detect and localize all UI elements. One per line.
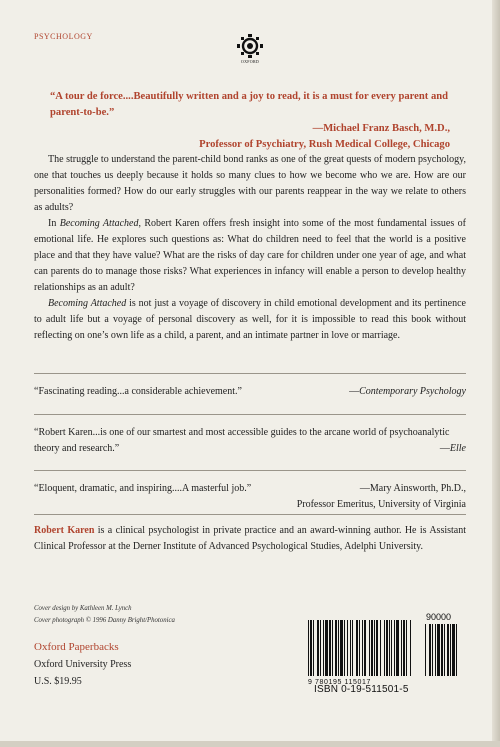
book-title-italic: Becoming Attached: [59, 218, 139, 229]
featured-quote-attribution: —Michael Franz Basch, M.D.,: [312, 123, 450, 134]
cover-photo-credit: Cover photograph © 1996 Danny Bright/Photonica: [34, 617, 175, 624]
isbn: ISBN 0-19-511501-5: [314, 684, 409, 695]
review-text: “Eloquent, dramatic, and inspiring....A masterful job.” —Mary Ainsworth, Ph.D.,: [34, 481, 466, 497]
page-edge: [492, 0, 500, 747]
publisher-name: Oxford University Press: [34, 659, 132, 670]
barcode-number: 9 780195 115017: [308, 679, 371, 686]
review-text: “Fascinating reading...a considerable achievement.”: [34, 386, 242, 397]
logo-text: OXFORD: [240, 59, 260, 64]
barcode-price-code: 90000: [426, 612, 452, 622]
divider: [34, 414, 466, 415]
featured-quote-title: Professor of Psychiatry, Rush Medical College, Chicago: [199, 139, 450, 150]
price: U.S. $19.95: [34, 676, 82, 687]
divider: [34, 373, 466, 374]
review-text: “Robert Karen...is one of our smartest and most accessible guides to the arcane world of psychoanalytic theory and research.”: [34, 427, 450, 454]
barcode: [308, 612, 460, 694]
featured-quote: [50, 89, 450, 153]
book-description: [34, 152, 466, 344]
category-label: PSYCHOLOGY: [34, 32, 93, 41]
review-source: —Elle: [439, 443, 466, 454]
cover-design-credit: Cover design by Kathleen M. Lynch: [34, 605, 132, 612]
review: [34, 384, 466, 400]
review: [34, 481, 466, 513]
description-paragraph: In Becoming Attached, Robert Karen offers fresh insight into some of the most fundamental issues of emotional life. He explores such questions as: What do children need to feel that the world is a positive place and that they have value? What are the risks of day care for children under one year of age, and what can parents do to manage those risks? What experiences in infancy will enable a person to develop healthy relationships as an adult?: [34, 218, 466, 293]
divider: [34, 470, 466, 471]
review-source: —Contemporary Psychology: [349, 386, 466, 397]
review-source-name: —Mary Ainsworth, Ph.D.,: [359, 483, 466, 494]
publisher-info: [34, 639, 131, 690]
bottom-edge: [0, 741, 500, 747]
featured-quote-text: “A tour de force....Beautifully written and a joy to read, it is a must for every parent and parent-to-be.”: [50, 91, 449, 118]
description-paragraph: Becoming Attached is not just a voyage of discovery in child emotional development and its pertinence to adult life but a voyage of personal discovery as well, for it is impossible to read this book without reflecting on one’s own life as a child, a parent, and an intimate partner in love or marriage.: [34, 298, 466, 341]
review-source-title: Professor Emeritus, University of Virginia: [296, 499, 466, 510]
author-name: Robert Karen: [34, 525, 95, 536]
divider: [34, 514, 466, 515]
description-paragraph: The struggle to understand the parent-child bond ranks as one of the great quests of modern psychology, one that touches us deeply because it holds so many clues to how we become who we are. How are our personalities formed? How do our early struggles with our parents reappear in the way we relate to others as adults?: [34, 154, 466, 213]
book-title-italic: Becoming Attached: [48, 298, 127, 309]
review: [34, 425, 466, 457]
author-bio: Robert Karen is a clinical psychologist in private practice and an award-winning author. He is Assistant Clinical Professor at the Derner Institute of Advanced Psychological Studies, Adelphi University.: [34, 525, 466, 552]
cover-credits: [34, 603, 175, 627]
series-name: Oxford Paperbacks: [34, 641, 119, 653]
